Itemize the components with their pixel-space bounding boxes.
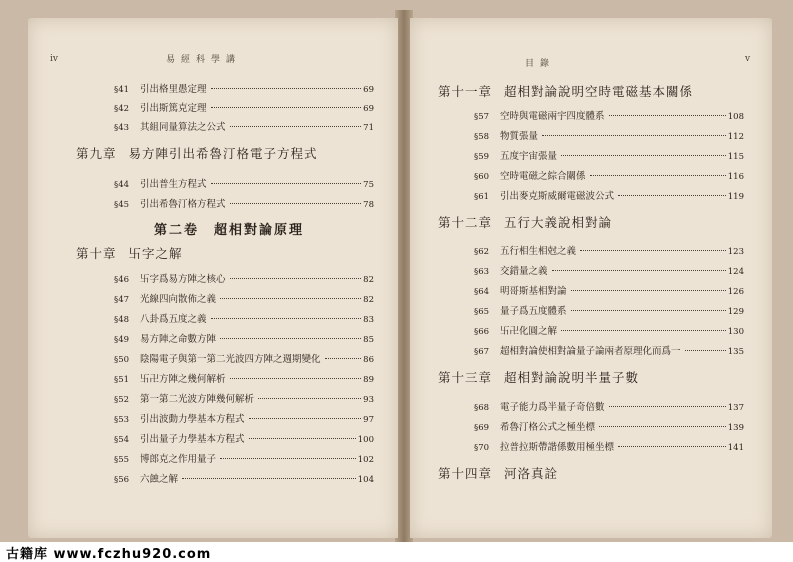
toc-entry (474, 323, 744, 337)
page-ref: 104 (357, 475, 374, 485)
section-title: 五度宇宙張量 (500, 151, 558, 162)
leader-dots (561, 330, 726, 331)
toc-entry (474, 243, 744, 257)
leader-dots (220, 298, 361, 299)
volume-heading: 第二卷 超相對論原理 (154, 223, 305, 238)
chapter-heading (438, 368, 639, 386)
chapter-heading (76, 144, 318, 162)
section-number: §66 (474, 327, 490, 337)
section-title: 卐字爲易方陣之核心 (140, 274, 226, 285)
toc-entry (114, 411, 374, 425)
section-title: 明哥斯基相對論 (500, 286, 567, 297)
chapter-number: 第十一章 (438, 84, 493, 99)
chapter-title: 五行大義說相對論 (504, 215, 613, 230)
page-ref: 71 (363, 123, 374, 133)
leader-dots (609, 115, 726, 116)
section-number: §59 (474, 152, 490, 162)
page-ref: 102 (357, 455, 374, 465)
page-ref: 116 (727, 172, 744, 182)
section-title: 空時與電磁兩宇四度體系 (500, 111, 605, 122)
leader-dots (211, 183, 362, 184)
section-number: §69 (474, 423, 490, 433)
page-ref: 112 (727, 132, 744, 142)
section-number: §51 (114, 375, 130, 385)
leader-dots (220, 338, 361, 339)
page-ref: 139 (727, 423, 744, 433)
leader-dots (230, 126, 362, 127)
chapter-number: 第十三章 (438, 370, 493, 385)
leader-dots (580, 250, 726, 251)
section-title: 引出量子力學基本方程式 (140, 434, 245, 445)
toc-entry (114, 351, 374, 365)
section-title: 博郎克之作用量子 (140, 454, 217, 465)
section-number: §41 (114, 85, 130, 95)
toc-entry (114, 291, 374, 305)
section-number: §58 (474, 132, 490, 142)
toc-entry (114, 451, 374, 465)
leader-dots (599, 426, 726, 427)
toc-entry (114, 119, 374, 133)
chapter-number: 第十章 (76, 246, 117, 261)
section-number: §67 (474, 347, 490, 357)
section-title: 空時電磁之綜合關係 (500, 171, 586, 182)
chapter-title: 超相對論說明半量子數 (504, 370, 640, 385)
page-ref: 119 (727, 192, 744, 202)
leader-dots (230, 278, 362, 279)
page-ref: 141 (727, 443, 744, 453)
section-number: §70 (474, 443, 490, 453)
section-title: 其組同量算法之公式 (140, 122, 226, 133)
page-ref: 85 (363, 335, 374, 345)
section-number: §68 (474, 403, 490, 413)
leader-dots (230, 378, 362, 379)
leader-dots (249, 418, 362, 419)
section-title: 引出格里愚定理 (140, 84, 207, 95)
section-number: §56 (114, 475, 130, 485)
section-title: 物質張量 (500, 131, 539, 142)
section-number: §53 (114, 415, 130, 425)
leader-dots (561, 155, 726, 156)
chapter-number: 第十二章 (438, 215, 493, 230)
page-ref: 78 (363, 200, 374, 210)
section-number: §63 (474, 267, 490, 277)
section-title: 六蝕之解 (140, 474, 179, 485)
left-running-header: 易經科學講 (166, 55, 242, 65)
toc-entry (114, 311, 374, 325)
leader-dots (182, 478, 356, 479)
section-title: 第一第二光波方陣幾何解析 (140, 394, 255, 405)
page-ref: 75 (363, 180, 374, 190)
right-page-number: v (745, 54, 751, 64)
section-title: 卐卍化圓之解 (500, 326, 558, 337)
leader-dots (552, 270, 726, 271)
leader-dots (249, 438, 356, 439)
page-ref: 100 (357, 435, 374, 445)
section-title: 引出斯篤克定理 (140, 103, 207, 114)
page-ref: 82 (363, 275, 374, 285)
section-title: 易方陣之命數方陣 (140, 334, 217, 345)
section-title: 引出波動力學基本方程式 (140, 414, 245, 425)
section-title: 超相對論使相對論量子論兩者原理化而爲一 (500, 346, 681, 357)
chapter-heading (438, 82, 693, 100)
section-title: 八卦爲五度之義 (140, 314, 207, 325)
toc-entry (474, 399, 744, 413)
page-ref: 124 (727, 267, 744, 277)
page-ref: 69 (363, 104, 374, 114)
toc-entry (114, 331, 374, 345)
leader-dots (609, 406, 726, 407)
left-page-number: iv (50, 54, 58, 64)
site-watermark (0, 542, 793, 562)
toc-entry (474, 439, 744, 453)
leader-dots (220, 458, 356, 459)
section-number: §52 (114, 395, 130, 405)
page-ref: 115 (727, 152, 744, 162)
page-ref: 97 (363, 415, 374, 425)
page-ref: 83 (363, 315, 374, 325)
page-ref: 130 (727, 327, 744, 337)
section-number: §48 (114, 315, 130, 325)
section-number: §61 (474, 192, 490, 202)
toc-entry (474, 283, 744, 297)
right-running-header: 目錄 (525, 59, 556, 69)
toc-entry (474, 343, 744, 357)
section-number: §42 (114, 104, 130, 114)
section-title: 五行相生相尅之義 (500, 246, 577, 257)
section-number: §50 (114, 355, 130, 365)
section-number: §45 (114, 200, 130, 210)
chapter-heading (76, 244, 183, 262)
section-title: 希魯汀格公式之極坐標 (500, 422, 596, 433)
leader-dots (618, 446, 726, 447)
chapter-heading (438, 464, 558, 482)
section-number: §55 (114, 455, 130, 465)
toc-entry (114, 371, 374, 385)
section-title: 卐卍方陣之幾何解析 (140, 374, 226, 385)
toc-entry (114, 196, 374, 210)
toc-entry (474, 128, 744, 142)
leader-dots (211, 88, 362, 89)
toc-entry (114, 471, 374, 485)
section-number: §47 (114, 295, 130, 305)
page-ref: 82 (363, 295, 374, 305)
leader-dots (542, 135, 726, 136)
toc-entry (474, 168, 744, 182)
section-title: 引出希魯汀格方程式 (140, 199, 226, 210)
page-ref: 108 (727, 112, 744, 122)
leader-dots (258, 398, 361, 399)
page-ref: 93 (363, 395, 374, 405)
watermark-text: 古籍库 www.fczhu920.com (6, 547, 212, 562)
section-title: 引出普生方程式 (140, 179, 207, 190)
section-number: §49 (114, 335, 130, 345)
section-number: §62 (474, 247, 490, 257)
toc-entry (114, 176, 374, 190)
leader-dots (685, 350, 726, 351)
chapter-number: 第九章 (76, 146, 117, 161)
section-title: 引出麥克斯威爾電磁波公式 (500, 191, 615, 202)
toc-entry (114, 271, 374, 285)
leader-dots (230, 203, 362, 204)
section-number: §54 (114, 435, 130, 445)
leader-dots (325, 358, 362, 359)
section-number: §64 (474, 287, 490, 297)
section-title: 拉普拉斯帶諧係數用極坐標 (500, 442, 615, 453)
section-number: §57 (474, 112, 490, 122)
toc-entry (114, 81, 374, 95)
chapter-title: 易方陣引出希魯汀格電子方程式 (128, 146, 318, 161)
section-number: §65 (474, 307, 490, 317)
page-ref: 123 (727, 247, 744, 257)
toc-entry (474, 148, 744, 162)
section-number: §46 (114, 275, 130, 285)
section-number: §60 (474, 172, 490, 182)
right-page (410, 18, 772, 538)
page-ref: 89 (363, 375, 374, 385)
toc-entry (114, 100, 374, 114)
toc-entry (474, 188, 744, 202)
page-ref: 135 (727, 347, 744, 357)
toc-entry (474, 263, 744, 277)
toc-entry (114, 431, 374, 445)
left-page (28, 18, 398, 538)
leader-dots (571, 310, 726, 311)
toc-entry (474, 108, 744, 122)
page-ref: 126 (727, 287, 744, 297)
leader-dots (618, 195, 726, 196)
leader-dots (211, 107, 362, 108)
section-title: 光線四向散佈之義 (140, 294, 217, 305)
chapter-title: 卐字之解 (128, 246, 183, 261)
section-title: 電子能力爲半量子奇倍數 (500, 402, 605, 413)
section-number: §44 (114, 180, 130, 190)
toc-entry (114, 391, 374, 405)
page-ref: 86 (363, 355, 374, 365)
leader-dots (571, 290, 726, 291)
section-title: 交錯量之義 (500, 266, 548, 277)
section-number: §43 (114, 123, 130, 133)
page-ref: 137 (727, 403, 744, 413)
page-ref: 129 (727, 307, 744, 317)
section-title: 陰陽電子與第一第二光波四方陣之週期變化 (140, 354, 321, 365)
toc-entry (474, 419, 744, 433)
page-ref: 69 (363, 85, 374, 95)
leader-dots (590, 175, 726, 176)
chapter-title: 河洛真詮 (504, 466, 559, 481)
leader-dots (211, 318, 362, 319)
chapter-heading (438, 213, 612, 231)
section-title: 量子爲五度體系 (500, 306, 567, 317)
chapter-number: 第十四章 (438, 466, 493, 481)
chapter-title: 超相對論說明空時電磁基本關係 (504, 84, 694, 99)
toc-entry (474, 303, 744, 317)
